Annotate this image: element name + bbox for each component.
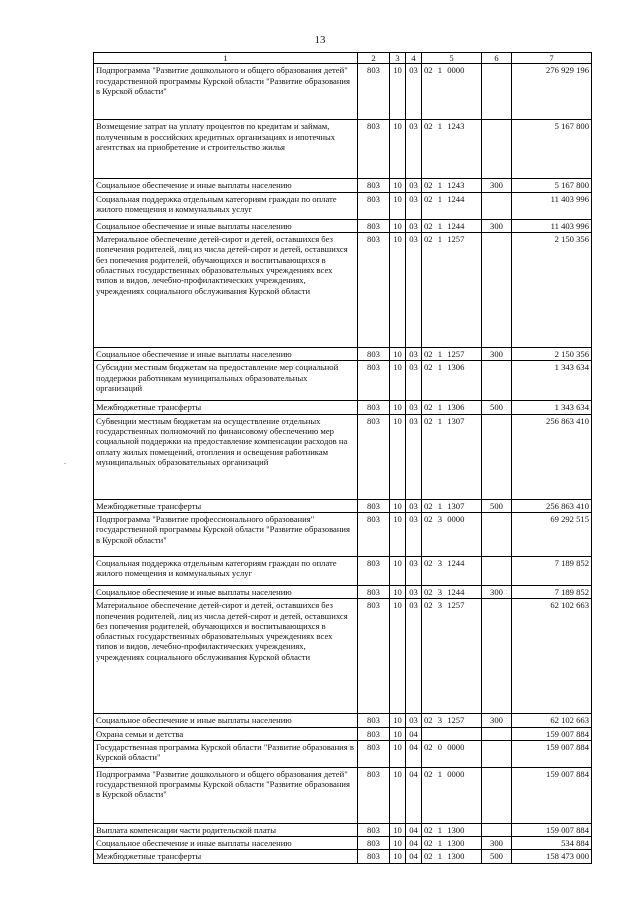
table-row xyxy=(94,414,592,499)
row-pr: 03 xyxy=(406,361,422,401)
row-sum: 62 102 663 xyxy=(512,599,592,714)
row-rz: 10 xyxy=(390,512,406,556)
row-vr xyxy=(482,120,512,179)
header-cell: 3 xyxy=(390,53,406,64)
row-csr: 02 1 0000 xyxy=(422,767,482,823)
row-vr: 300 xyxy=(482,585,512,598)
row-rz: 10 xyxy=(390,823,406,836)
row-ved: 803 xyxy=(358,414,390,499)
row-vr: 300 xyxy=(482,219,512,232)
row-ved: 803 xyxy=(358,192,390,219)
row-sum: 2 150 356 xyxy=(512,347,592,360)
table-row xyxy=(94,192,592,219)
row-sum: 256 863 410 xyxy=(512,414,592,499)
row-name: Межбюджетные трансферты xyxy=(94,850,358,863)
row-ved: 803 xyxy=(358,585,390,598)
row-vr: 500 xyxy=(482,401,512,414)
row-csr: 02 1 1243 xyxy=(422,120,482,179)
row-pr: 04 xyxy=(406,837,422,850)
row-rz: 10 xyxy=(390,837,406,850)
row-sum: 69 292 515 xyxy=(512,512,592,556)
row-ved: 803 xyxy=(358,499,390,512)
row-rz: 10 xyxy=(390,599,406,714)
table-row xyxy=(94,64,592,120)
header-cell: 6 xyxy=(482,53,512,64)
row-name: Материальное обеспечение детей-сирот и детей, оставшихся без попечения родителей, лиц из числа детей-сирот и детей, оставшихся без попечения родителей, обучающихся и воспитывающихся в областных государственных образовательных учреждениях всех типов и видов, лечебно-профилактических учреждениях, учреждениях социального обслуживания Курской области xyxy=(94,232,358,347)
row-csr: 02 1 1300 xyxy=(422,837,482,850)
row-csr: 02 1 1306 xyxy=(422,361,482,401)
row-sum: 276 929 196 xyxy=(512,64,592,120)
row-name: Социальное обеспечение и иные выплаты населению xyxy=(94,585,358,598)
row-ved: 803 xyxy=(358,64,390,120)
row-ved: 803 xyxy=(358,850,390,863)
table-row xyxy=(94,120,592,179)
row-sum: 62 102 663 xyxy=(512,714,592,727)
row-vr: 500 xyxy=(482,850,512,863)
row-pr: 03 xyxy=(406,414,422,499)
row-name: Социальное обеспечение и иные выплаты населению xyxy=(94,179,358,192)
row-pr: 03 xyxy=(406,512,422,556)
row-sum: 159 007 884 xyxy=(512,823,592,836)
row-csr: 02 0 0000 xyxy=(422,740,482,767)
row-name: Государственная программа Курской области "Развитие образования в Курской области" xyxy=(94,740,358,767)
row-pr: 03 xyxy=(406,599,422,714)
row-csr: 02 1 1257 xyxy=(422,232,482,347)
row-csr: 02 1 0000 xyxy=(422,64,482,120)
row-csr: 02 1 1257 xyxy=(422,347,482,360)
row-ved: 803 xyxy=(358,727,390,740)
table-row xyxy=(94,499,592,512)
row-name: Подпрограмма "Развитие дошкольного и общего образования детей" государственной программы Курской области "Развитие образования в Курской области" xyxy=(94,64,358,120)
row-vr xyxy=(482,414,512,499)
row-sum: 159 007 884 xyxy=(512,740,592,767)
row-rz: 10 xyxy=(390,767,406,823)
row-name: Межбюджетные трансферты xyxy=(94,499,358,512)
row-sum: 159 007 884 xyxy=(512,767,592,823)
row-rz: 10 xyxy=(390,714,406,727)
row-name: Социальное обеспечение и иные выплаты населению xyxy=(94,219,358,232)
row-vr xyxy=(482,823,512,836)
row-rz: 10 xyxy=(390,401,406,414)
table-header xyxy=(94,53,592,64)
row-rz: 10 xyxy=(390,499,406,512)
row-vr xyxy=(482,727,512,740)
header-cell: 7 xyxy=(512,53,592,64)
row-name: Социальное обеспечение и иные выплаты населению xyxy=(94,714,358,727)
row-ved: 803 xyxy=(358,599,390,714)
row-ved: 803 xyxy=(358,401,390,414)
table-row xyxy=(94,727,592,740)
row-csr: 02 1 1306 xyxy=(422,401,482,414)
row-pr: 03 xyxy=(406,120,422,179)
row-name: Материальное обеспечение детей-сирот и детей, оставшихся без попечения родителей, лиц из числа детей-сирот и детей, оставшихся без попечения родителей, обучающихся и воспитывающихся в областных государственных образовательных учреждениях всех типов и видов, лечебно-профилактических учреждениях, учреждениях социального обслуживания Курской области xyxy=(94,599,358,714)
row-ved: 803 xyxy=(358,837,390,850)
table-row xyxy=(94,556,592,585)
row-vr xyxy=(482,192,512,219)
row-pr: 03 xyxy=(406,179,422,192)
row-name: Субсидии местным бюджетам на предоставление мер социальной поддержки работникам муниципальных образовательных организаций xyxy=(94,361,358,401)
page-number: 13 xyxy=(314,34,326,46)
row-ved: 803 xyxy=(358,361,390,401)
margin-mark: . xyxy=(64,457,66,466)
row-vr xyxy=(482,740,512,767)
table-row xyxy=(94,599,592,714)
row-csr xyxy=(422,727,482,740)
row-ved: 803 xyxy=(358,120,390,179)
row-vr: 500 xyxy=(482,499,512,512)
row-rz: 10 xyxy=(390,347,406,360)
row-rz: 10 xyxy=(390,556,406,585)
row-name: Межбюджетные трансферты xyxy=(94,401,358,414)
table-row xyxy=(94,512,592,556)
row-rz: 10 xyxy=(390,740,406,767)
row-ved: 803 xyxy=(358,714,390,727)
row-ved: 803 xyxy=(358,232,390,347)
header-cell: 2 xyxy=(358,53,390,64)
row-pr: 04 xyxy=(406,823,422,836)
row-csr: 02 3 1257 xyxy=(422,599,482,714)
table-row xyxy=(94,767,592,823)
row-csr: 02 3 0000 xyxy=(422,512,482,556)
row-csr: 02 1 1300 xyxy=(422,850,482,863)
row-pr: 03 xyxy=(406,219,422,232)
table-row xyxy=(94,219,592,232)
row-pr: 03 xyxy=(406,714,422,727)
row-vr xyxy=(482,512,512,556)
row-rz: 10 xyxy=(390,232,406,347)
row-sum: 159 007 884 xyxy=(512,727,592,740)
row-pr: 04 xyxy=(406,727,422,740)
row-csr: 02 1 1244 xyxy=(422,192,482,219)
table-row xyxy=(94,740,592,767)
table-row xyxy=(94,232,592,347)
row-rz: 10 xyxy=(390,850,406,863)
row-sum: 5 167 800 xyxy=(512,179,592,192)
row-ved: 803 xyxy=(358,767,390,823)
row-rz: 10 xyxy=(390,120,406,179)
row-sum: 7 189 852 xyxy=(512,556,592,585)
row-pr: 03 xyxy=(406,499,422,512)
row-pr: 03 xyxy=(406,232,422,347)
row-pr: 04 xyxy=(406,767,422,823)
table-row xyxy=(94,823,592,836)
row-sum: 7 189 852 xyxy=(512,585,592,598)
row-vr xyxy=(482,64,512,120)
row-vr xyxy=(482,599,512,714)
table-row xyxy=(94,361,592,401)
row-csr: 02 1 1300 xyxy=(422,823,482,836)
row-pr: 03 xyxy=(406,64,422,120)
row-ved: 803 xyxy=(358,556,390,585)
row-csr: 02 3 1244 xyxy=(422,556,482,585)
row-sum: 11 403 996 xyxy=(512,192,592,219)
row-pr: 03 xyxy=(406,585,422,598)
row-pr: 04 xyxy=(406,850,422,863)
row-pr: 04 xyxy=(406,740,422,767)
row-rz: 10 xyxy=(390,727,406,740)
row-rz: 10 xyxy=(390,179,406,192)
row-rz: 10 xyxy=(390,585,406,598)
row-name: Субвенции местным бюджетам на осуществление отдельных государственных полномочий по финансовому обеспечению мер социальной поддержки на предоставление компенсации расходов на оплату жилых помещений, отопления и освещения работникам муниципальных образовательных организаций xyxy=(94,414,358,499)
row-pr: 03 xyxy=(406,401,422,414)
row-csr: 02 1 1244 xyxy=(422,219,482,232)
header-cell: 5 xyxy=(422,53,482,64)
row-name: Охрана семьи и детства xyxy=(94,727,358,740)
budget-table xyxy=(93,52,592,864)
row-ved: 803 xyxy=(358,823,390,836)
row-name: Возмещение затрат на уплату процентов по кредитам и займам, полученным в российских кредитных организациях и ипотечных агентствах на приобретение и строительство жилья xyxy=(94,120,358,179)
row-vr xyxy=(482,767,512,823)
table-row xyxy=(94,837,592,850)
row-csr: 02 3 1244 xyxy=(422,585,482,598)
row-sum: 11 403 996 xyxy=(512,219,592,232)
table-row xyxy=(94,850,592,863)
row-sum: 158 473 000 xyxy=(512,850,592,863)
row-name: Подпрограмма "Развитие профессионального образования" государственной программы Курской области "Развитие образования в Курской области" xyxy=(94,512,358,556)
row-vr: 300 xyxy=(482,714,512,727)
row-vr: 300 xyxy=(482,179,512,192)
row-rz: 10 xyxy=(390,192,406,219)
row-sum: 534 884 xyxy=(512,837,592,850)
row-pr: 03 xyxy=(406,556,422,585)
row-rz: 10 xyxy=(390,64,406,120)
row-pr: 03 xyxy=(406,192,422,219)
row-sum: 2 150 356 xyxy=(512,232,592,347)
row-csr: 02 1 1307 xyxy=(422,414,482,499)
row-csr: 02 3 1257 xyxy=(422,714,482,727)
row-name: Социальное обеспечение и иные выплаты населению xyxy=(94,837,358,850)
row-rz: 10 xyxy=(390,219,406,232)
table-row xyxy=(94,714,592,727)
row-rz: 10 xyxy=(390,414,406,499)
table-row xyxy=(94,401,592,414)
row-ved: 803 xyxy=(358,219,390,232)
row-csr: 02 1 1307 xyxy=(422,499,482,512)
row-pr: 03 xyxy=(406,347,422,360)
row-vr xyxy=(482,361,512,401)
row-name: Социальная поддержка отдельным категориям граждан по оплате жилого помещения и коммунальных услуг xyxy=(94,556,358,585)
row-name: Подпрограмма "Развитие дошкольного и общего образования детей" государственной программы Курской области "Развитие образования в Курской области" xyxy=(94,767,358,823)
row-vr xyxy=(482,232,512,347)
row-name: Выплата компенсации части родительской платы xyxy=(94,823,358,836)
row-sum: 1 343 634 xyxy=(512,361,592,401)
row-vr: 300 xyxy=(482,837,512,850)
header-cell: 4 xyxy=(406,53,422,64)
row-sum: 5 167 800 xyxy=(512,120,592,179)
row-name: Социальная поддержка отдельным категориям граждан по оплате жилого помещения и коммунальных услуг xyxy=(94,192,358,219)
row-sum: 1 343 634 xyxy=(512,401,592,414)
row-ved: 803 xyxy=(358,347,390,360)
header-cell: 1 xyxy=(94,53,358,64)
table-row xyxy=(94,585,592,598)
table-row xyxy=(94,179,592,192)
row-name: Социальное обеспечение и иные выплаты населению xyxy=(94,347,358,360)
row-vr xyxy=(482,556,512,585)
row-ved: 803 xyxy=(358,740,390,767)
table-row xyxy=(94,347,592,360)
row-ved: 803 xyxy=(358,179,390,192)
row-sum: 256 863 410 xyxy=(512,499,592,512)
row-rz: 10 xyxy=(390,361,406,401)
row-ved: 803 xyxy=(358,512,390,556)
row-vr: 300 xyxy=(482,347,512,360)
row-csr: 02 1 1243 xyxy=(422,179,482,192)
